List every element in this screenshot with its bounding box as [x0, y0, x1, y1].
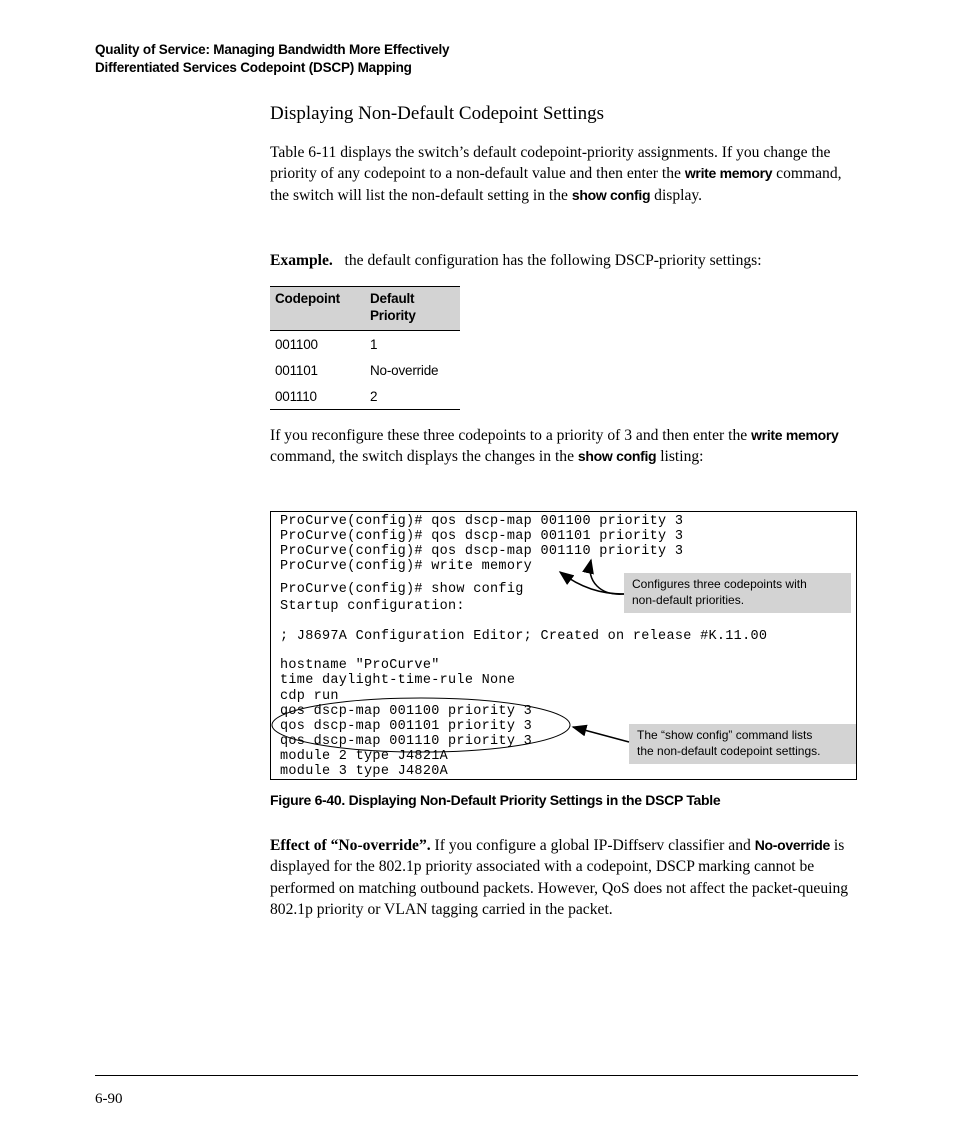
table-header-row	[270, 287, 460, 331]
code-line: qos dscp-map 001100 priority 3	[280, 704, 533, 719]
command-show-config: show config	[571, 186, 651, 203]
code-line: qos dscp-map 001110 priority 3	[280, 734, 533, 749]
code-line: ProCurve(config)# qos dscp-map 001110 priority 3	[280, 544, 684, 559]
header-line: Default	[370, 291, 415, 306]
intro-text-3: display.	[650, 186, 703, 204]
intro-text-1: Table 6-11 displays the switch’s default codepoint-priority assignments. If you change the priority of any codepoint to a non-default value and then enter the	[270, 144, 831, 183]
callout-line: Configures three codepoints with	[632, 577, 807, 591]
reconfigure-text-2: command, the switch displays the changes in the	[270, 448, 578, 466]
column-header-codepoint: Codepoint	[270, 287, 365, 331]
page-number: 6-90	[95, 1091, 123, 1107]
arrow-to-qos-lines	[573, 727, 629, 742]
table-cell: 2	[365, 383, 460, 410]
table-row	[270, 357, 460, 383]
table-cell: No-override	[370, 362, 439, 378]
command-write-memory: write memory	[684, 165, 773, 182]
cli-figure	[270, 511, 857, 780]
code-line: ProCurve(config)# write memory	[280, 559, 533, 574]
figure-caption: Figure 6-40. Displaying Non-Default Priority Settings in the DSCP Table	[270, 792, 721, 808]
qos-lines-highlight-ellipse	[272, 698, 570, 752]
section-title: Displaying Non-Default Codepoint Settings	[270, 103, 605, 124]
reconfigure-text-1: If you reconfigure these three codepoints to a priority of 3 and then enter the	[270, 427, 752, 444]
footer-rule	[95, 1075, 858, 1076]
reconfigure-text-3: listing:	[656, 448, 704, 466]
no-override-paragraph	[270, 835, 862, 920]
reconfigure-paragraph	[270, 425, 862, 468]
column-header-default-priority	[365, 287, 460, 331]
example-paragraph	[270, 250, 862, 271]
no-override-text-2: is displayed for the 802.1p priority associated with a codepoint, DSCP marking cannot be performed on matching outbound packets. However, QoS does not affect the packet-queuing 802.1p priority or VLAN tagging carried in the packet.	[270, 837, 849, 918]
table-row	[270, 331, 460, 358]
command-show-config: show config	[577, 448, 657, 465]
callout-line: The “show config” command lists	[637, 728, 813, 742]
arrow-to-config-lines	[590, 560, 624, 594]
code-line: cdp run	[280, 689, 339, 704]
callout-line: non-default priorities.	[632, 593, 745, 607]
header-line: Priority	[370, 308, 416, 323]
table-cell: 1	[370, 336, 378, 352]
code-line: module 3 type J4820A	[280, 764, 449, 779]
command-write-memory: write memory	[751, 427, 839, 443]
table-cell: 001101	[275, 362, 318, 378]
command-no-override: No-override	[754, 837, 830, 853]
table-cell: 001100	[275, 336, 318, 352]
code-line: time daylight-time-rule None	[280, 673, 516, 688]
arrow-to-write-memory	[560, 572, 624, 594]
running-header	[95, 41, 449, 77]
running-header-line1: Quality of Service: Managing Bandwidth More Effectively	[95, 42, 450, 57]
no-override-lead: Effect of “No-override”.	[270, 837, 431, 854]
running-header-line2: Differentiated Services Codepoint (DSCP) Mapping	[95, 60, 412, 75]
figure-annotations	[271, 512, 857, 780]
code-line: hostname "ProCurve"	[280, 658, 440, 673]
example-text: the default configuration has the following DSCP-priority settings:	[344, 252, 762, 269]
example-lead: Example.	[270, 252, 333, 269]
code-line: Startup configuration:	[280, 599, 465, 614]
code-line: qos dscp-map 001101 priority 3	[280, 719, 533, 734]
default-dscp-table	[270, 286, 460, 410]
code-line: ProCurve(config)# qos dscp-map 001100 priority 3	[280, 514, 684, 529]
table-row	[270, 383, 460, 410]
code-line: ProCurve(config)# show config	[280, 582, 524, 597]
code-line: module 2 type J4821A	[280, 749, 449, 764]
code-line: ProCurve(config)# qos dscp-map 001101 priority 3	[280, 529, 684, 544]
no-override-text-1: If you configure a global IP-Diffserv classifier and	[430, 837, 755, 854]
code-line: ; J8697A Configuration Editor; Created on release #K.11.00	[280, 629, 768, 644]
callout-line: the non-default codepoint settings.	[637, 744, 821, 758]
intro-text-2: command, the switch will list the non-default setting in the	[270, 165, 842, 204]
table-cell: 001110	[270, 383, 365, 410]
intro-paragraph	[270, 142, 862, 206]
